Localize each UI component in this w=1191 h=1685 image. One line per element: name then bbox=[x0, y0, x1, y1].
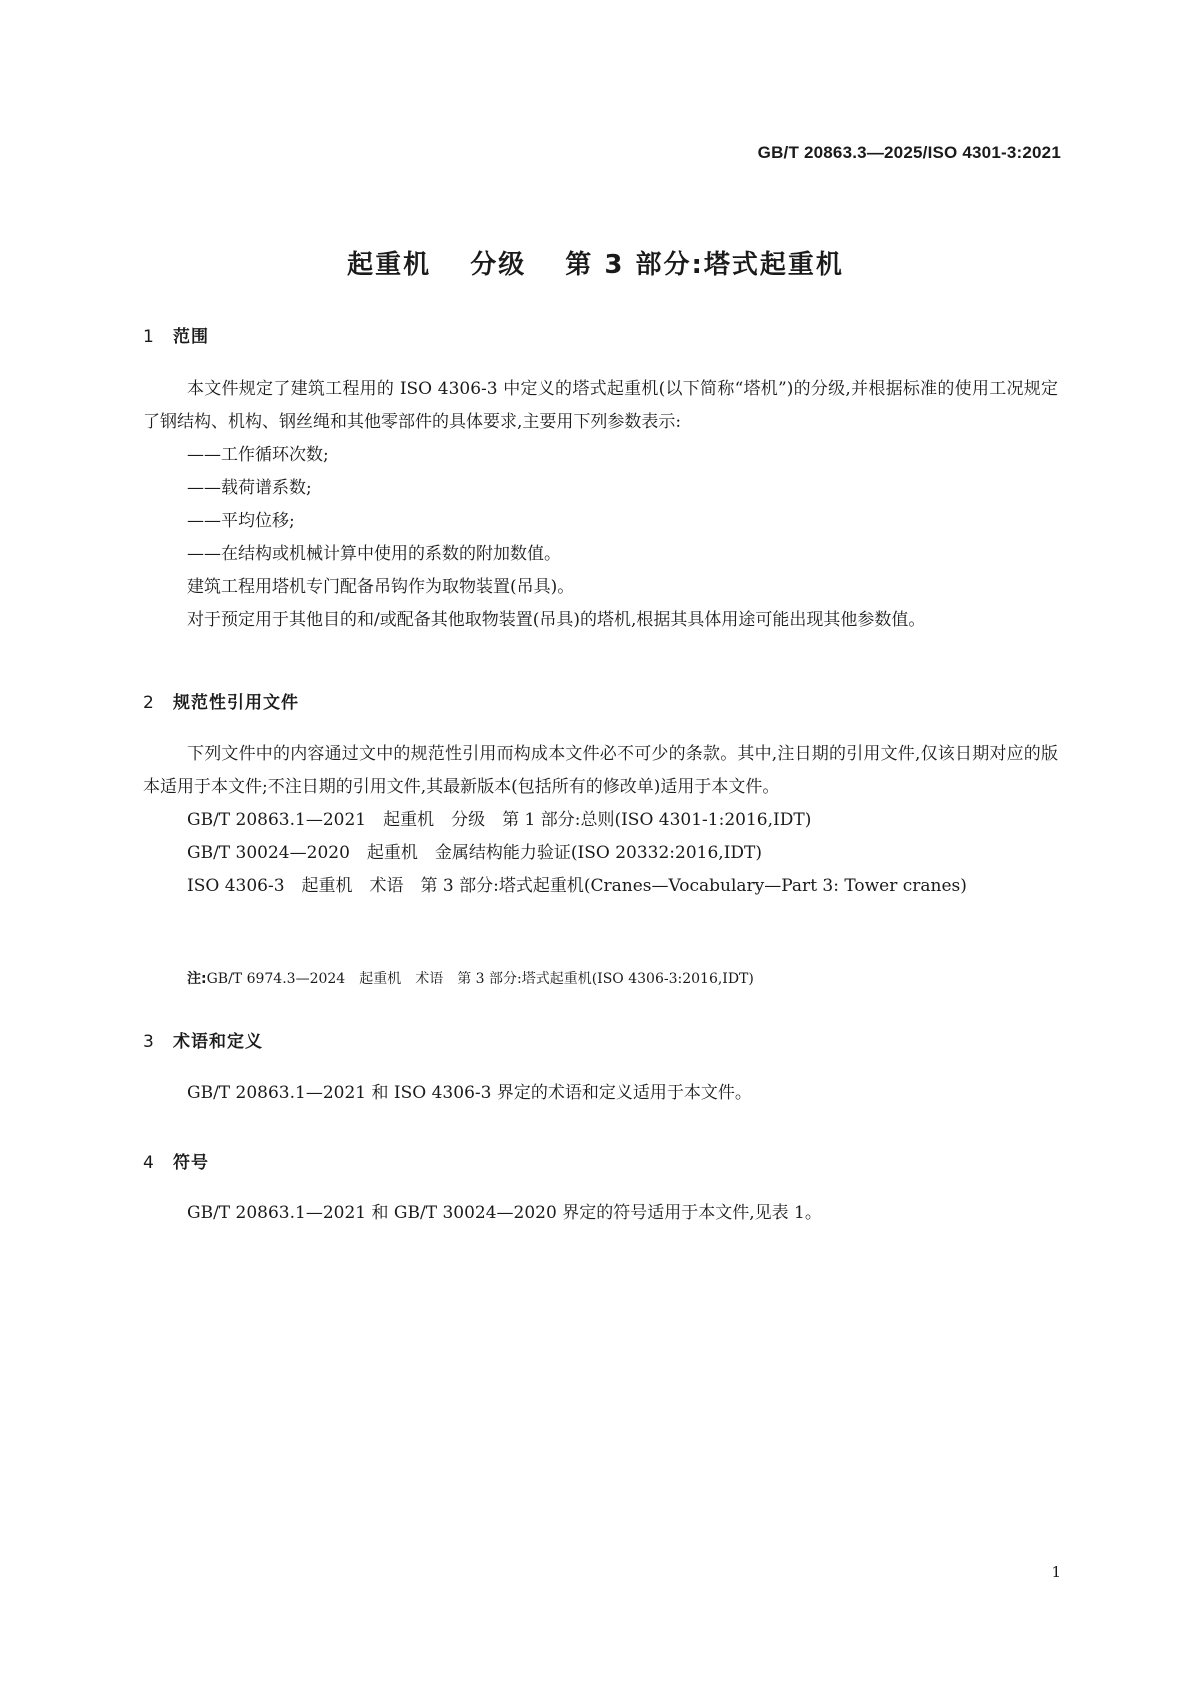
reference-item: GB/T 20863.1—2021 起重机 分级 第 1 部分:总则(ISO 4301-1:2016,IDT) bbox=[187, 810, 812, 830]
title-part-3: 第 3 部分:塔式起重机 bbox=[565, 250, 844, 280]
reference-item: ISO 4306-3 起重机 术语 第 3 部分:塔式起重机(Cranes—Vocabulary—Part 3: Tower cranes) bbox=[187, 876, 967, 896]
section-1-heading bbox=[143, 322, 209, 347]
section-2-heading bbox=[143, 688, 299, 713]
section-4-title: 符号 bbox=[173, 1153, 209, 1173]
title-part-1: 起重机 bbox=[347, 250, 432, 280]
list-item: ——工作循环次数; bbox=[187, 445, 329, 465]
symbols-text: GB/T 20863.1—2021 和 GB/T 30024—2020 界定的符号适用于本文件,见表 1。 bbox=[187, 1203, 822, 1223]
section-1-number: 1 bbox=[143, 327, 155, 347]
section-3-body bbox=[143, 1077, 1058, 1110]
reference-note bbox=[187, 968, 754, 988]
section-1-body bbox=[143, 373, 1058, 637]
list-item: ——在结构或机械计算中使用的系数的附加数值。 bbox=[187, 544, 561, 564]
section-2-title: 规范性引用文件 bbox=[173, 693, 299, 713]
references-intro: 下列文件中的内容通过文中的规范性引用而构成本文件必不可少的条款。其中,注日期的引用文件,仅该日期对应的版本适用于本文件;不注日期的引用文件,其最新版本(包括所有的修改单)适用于本文件。 bbox=[143, 744, 1058, 797]
scope-paragraph-3: 对于预定用于其他目的和/或配备其他取物装置(吊具)的塔机,根据其具体用途可能出现其他参数值。 bbox=[187, 610, 926, 630]
document-title bbox=[0, 244, 1191, 281]
section-3-number: 3 bbox=[143, 1032, 155, 1052]
scope-paragraph-2: 建筑工程用塔机专门配备吊钩作为取物装置(吊具)。 bbox=[187, 577, 575, 597]
reference-item: GB/T 30024—2020 起重机 金属结构能力验证(ISO 20332:2016,IDT) bbox=[187, 843, 763, 863]
note-text: GB/T 6974.3—2024 起重机 术语 第 3 部分:塔式起重机(ISO 4306-3:2016,IDT) bbox=[206, 971, 754, 987]
section-4-heading bbox=[143, 1148, 209, 1173]
section-4-body bbox=[143, 1197, 1058, 1230]
title-part-2: 分级 bbox=[470, 250, 527, 280]
terms-text: GB/T 20863.1—2021 和 ISO 4306-3 界定的术语和定义适用于本文件。 bbox=[187, 1083, 752, 1103]
list-item: ——平均位移; bbox=[187, 511, 295, 531]
list-item: ——载荷谱系数; bbox=[187, 478, 312, 498]
section-2-body bbox=[143, 738, 1058, 903]
note-label: 注: bbox=[187, 971, 207, 987]
section-1-title: 范围 bbox=[173, 327, 209, 347]
scope-intro: 本文件规定了建筑工程用的 ISO 4306-3 中定义的塔式起重机(以下简称“塔机”)的分级,并根据标准的使用工况规定了钢结构、机构、钢丝绳和其他零部件的具体要求,主要用下列参数表示: bbox=[143, 379, 1058, 432]
section-3-heading bbox=[143, 1027, 263, 1052]
standard-code: GB/T 20863.3—2025/ISO 4301-3:2021 bbox=[757, 143, 1061, 162]
page-number: 1 bbox=[1051, 1563, 1061, 1581]
section-2-number: 2 bbox=[143, 693, 155, 713]
section-3-title: 术语和定义 bbox=[173, 1032, 263, 1052]
section-4-number: 4 bbox=[143, 1153, 155, 1173]
